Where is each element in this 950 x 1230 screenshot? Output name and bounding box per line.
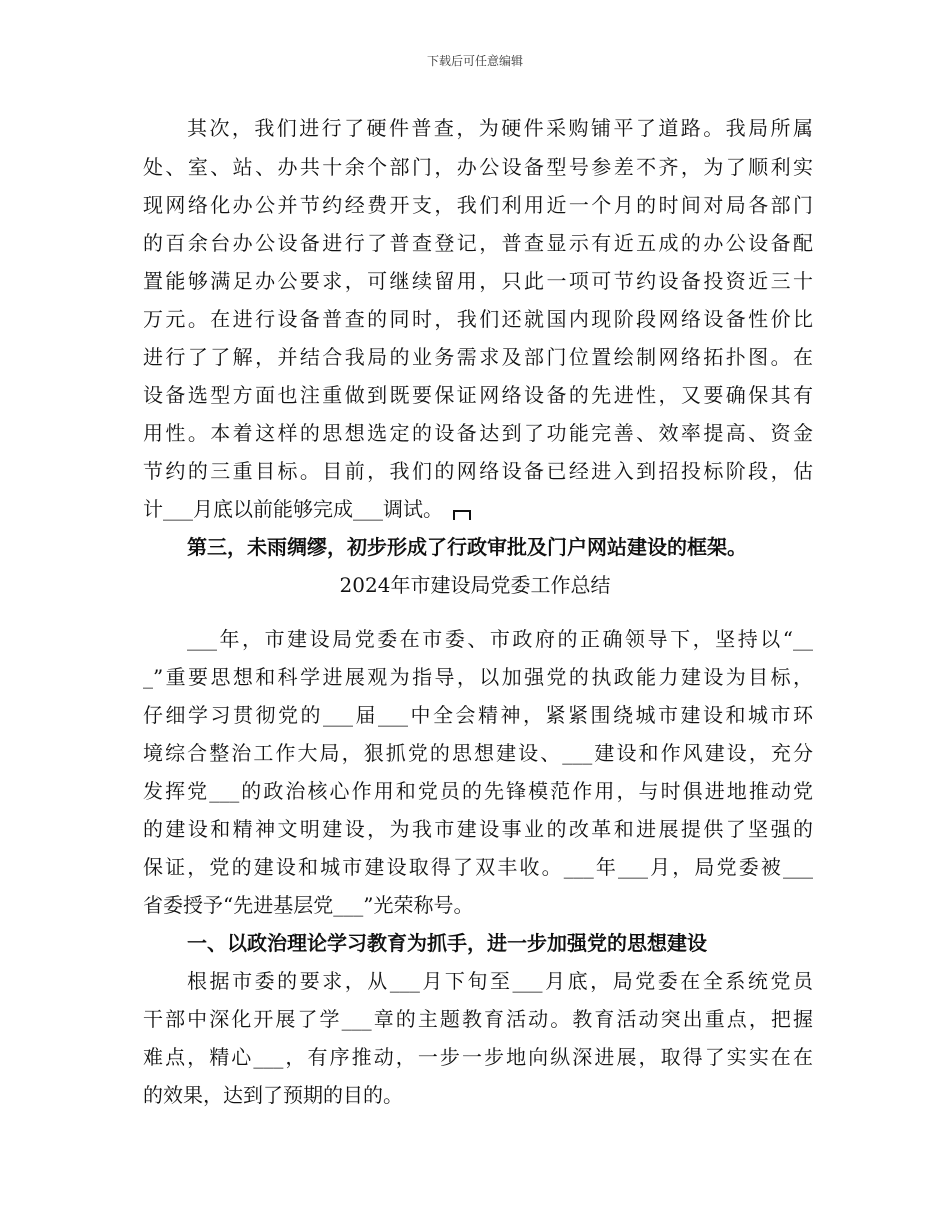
paragraph-line: 省委授予“先进基层党___”光荣称号。 xyxy=(143,893,474,917)
paragraph-line xyxy=(143,497,813,521)
paragraph-line: 置能够满足办公要求，可继续留用，只此一项可节约设备投资近三十 xyxy=(143,269,813,293)
section-heading: 第三，未雨绸缪，初步形成了行政审批及门户网站建设的框架。 xyxy=(187,535,747,559)
paragraph-line: 其次，我们进行了硬件普查，为硬件采购铺平了道路。我局所属 xyxy=(187,116,813,140)
paragraph-line: 干部中深化开展了学___章的主题教育活动。教育活动突出重点，把握 xyxy=(143,1007,813,1031)
paragraph-line: 的百余台办公设备进行了普查登记，普查显示有近五成的办公设备配 xyxy=(143,231,813,255)
paragraph-line: 处、室、站、办共十余个部门，办公设备型号参差不齐，为了顺利实 xyxy=(143,155,813,179)
paragraph-line: 仔细学习贯彻党的___届___中全会精神，紧紧围绕城市建设和城市环 xyxy=(143,703,813,727)
paragraph-line: 难点，精心___，有序推动，一步一步地向纵深进展，取得了实实在在 xyxy=(143,1045,813,1069)
paragraph-line: 根据市委的要求，从___月下旬至___月底，局党委在全系统党员 xyxy=(187,969,813,993)
paragraph-line: ___年，市建设局党委在市委、市政府的正确领导下，坚持以“__ xyxy=(187,627,813,651)
paragraph-line: 发挥党___的政治核心作用和党员的先锋模范作用，与时俱进地推动党 xyxy=(143,779,813,803)
paragraph-line-text: 计___月底以前能够完成___调试。 xyxy=(143,497,443,521)
paragraph-line: 设备选型方面也注重做到既要保证网络设备的先进性，又要确保其有 xyxy=(143,383,813,407)
page-header: 下载后可任意编辑 xyxy=(426,54,523,68)
paragraph-line: 节约的三重目标。目前，我们的网络设备已经进入到招投标阶段，估 xyxy=(143,459,813,483)
paragraph-line: 万元。在进行设备普查的同时，我们还就国内现阶段网络设备性价比 xyxy=(143,307,813,331)
paragraph-mark-icon xyxy=(453,510,471,520)
paragraph-line: 现网络化办公并节约经费开支，我们利用近一个月的时间对局各部门 xyxy=(143,193,813,217)
document-title: 2024年市建设局党委工作总结 xyxy=(339,573,611,597)
paragraph-line: 进行了了解，并结合我局的业务需求及部门位置绘制网络拓扑图。在 xyxy=(143,345,813,369)
paragraph-line: 境综合整治工作大局，狠抓党的思想建设、___建设和作风建设，充分 xyxy=(143,741,813,765)
paragraph-line: 用性。本着这样的思想选定的设备达到了功能完善、效率提高、资金 xyxy=(143,421,813,445)
paragraph-line: 的建设和精神文明建设，为我市建设事业的改革和进展提供了坚强的 xyxy=(143,817,813,841)
section-heading: 一、以政治理论学习教育为抓手，进一步加强党的思想建设 xyxy=(187,931,707,955)
paragraph-line: 保证，党的建设和城市建设取得了双丰收。___年___月，局党委被___ xyxy=(143,855,813,879)
paragraph-line: _”重要思想和科学进展观为指导，以加强党的执政能力建设为目标， xyxy=(143,665,813,689)
paragraph-line: 的效果，达到了预期的目的。 xyxy=(143,1083,403,1107)
